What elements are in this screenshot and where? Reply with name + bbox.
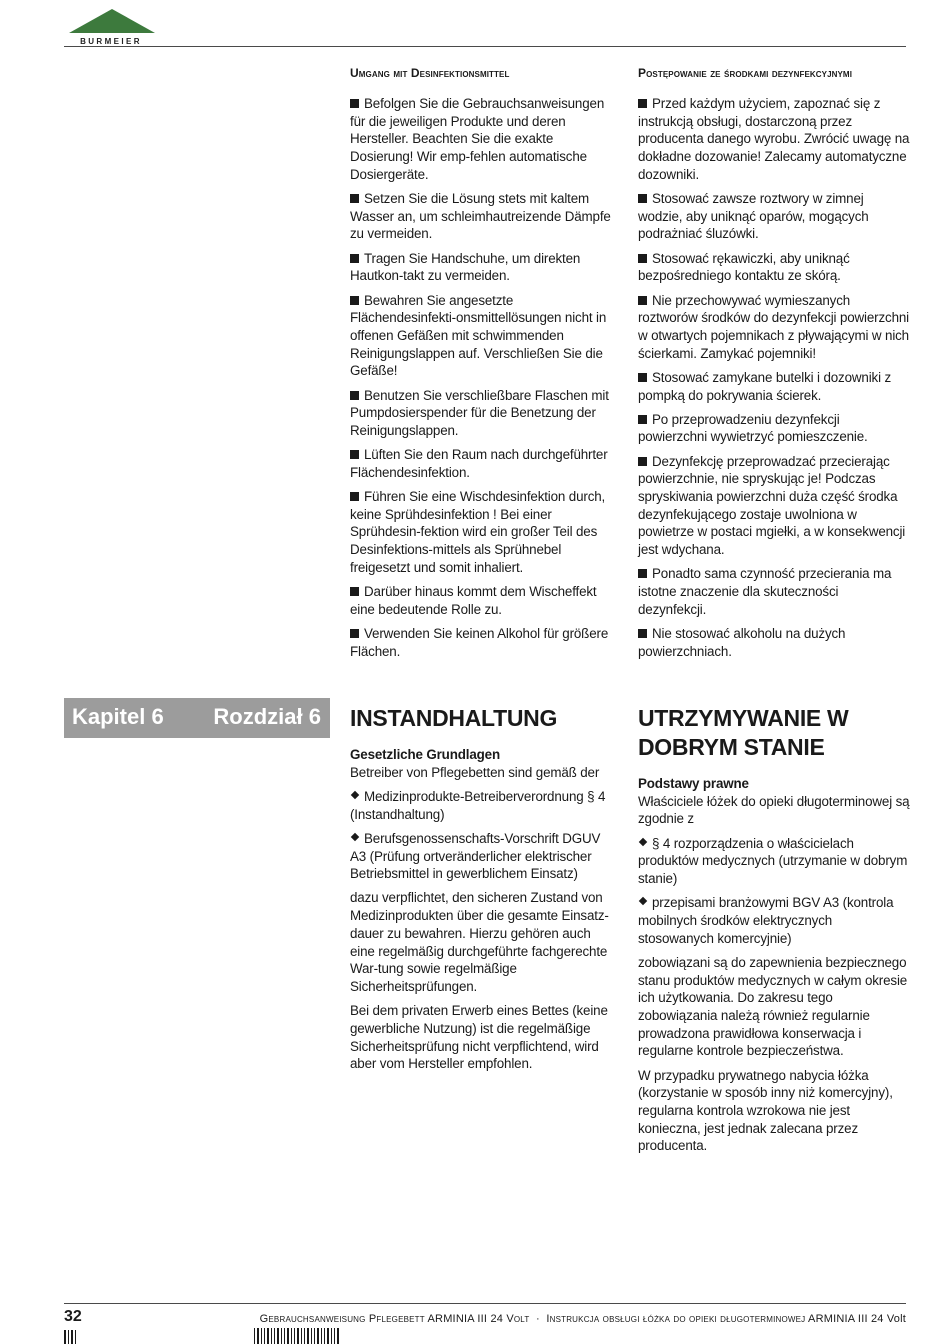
de-maintenance-para2: Bei dem privaten Erwerb eines Bettes (keine gewerbliche Nutzung) ist die regelmäßige Sicherheitsprüfung nicht verpflichtend, wird aber vom Hersteller empfohlen. bbox=[350, 1003, 608, 1072]
pl-maintenance-subtitle: Podstawy prawne bbox=[638, 776, 749, 791]
list-item: Darüber hinaus kommt dem Wischeffekt eine bedeutende Rolle zu. bbox=[350, 584, 597, 617]
de-disinfect-column bbox=[350, 95, 618, 667]
pl-maintenance-para2: W przypadku prywatnego nabycia łóżka (korzystanie w sposób inny niż komercyjny), regularna kontrola wzrokowa nie jest konieczna, jest jednak zalecana przez producenta. bbox=[638, 1067, 893, 1154]
chapter-band bbox=[64, 698, 330, 738]
square-bullet-icon bbox=[638, 629, 647, 638]
list-item: Bewahren Sie angesetzte Flächendesinfekti-onsmittellösungen nicht in offenen Gefäßen mit schwimmenden Reinigungslappen auf. Verschließen Sie die Gefäße! bbox=[350, 292, 607, 379]
pl-disinfect-list bbox=[638, 95, 910, 660]
barcode-icon bbox=[64, 1326, 444, 1344]
burmeier-logo bbox=[66, 7, 158, 49]
square-bullet-icon bbox=[350, 99, 359, 108]
square-bullet-icon bbox=[350, 296, 359, 305]
square-bullet-icon bbox=[350, 254, 359, 263]
de-maintenance-intro: Betreiber von Pflegebetten sind gemäß der bbox=[350, 764, 600, 780]
list-item: Führen Sie eine Wischdesinfektion durch, keine Sprühdesinfektion ! Bei einer Sprühdesin-fektion wird ein großer Teil des Desinfektions-mittels als Sprühnebel freigesetzt und somit inhaliert. bbox=[350, 489, 606, 575]
de-maintenance-subtitle: Gesetzliche Grundlagen bbox=[350, 747, 500, 762]
logo-roof-icon bbox=[66, 7, 158, 37]
square-bullet-icon bbox=[350, 391, 359, 400]
list-item: Tragen Sie Handschuhe, um direkten Hautkon-takt zu vermeiden. bbox=[350, 250, 581, 284]
square-bullet-icon bbox=[638, 296, 647, 305]
list-item: Benutzen Sie verschließbare Flaschen mit Pumpdosierspender für die Benetzung der Reinigungslappen. bbox=[350, 387, 609, 438]
list-item: przepisami branżowymi BGV A3 (kontrola mobilnych środków elektrycznych stosowanych komercyjnie) bbox=[638, 895, 894, 946]
square-bullet-icon bbox=[350, 629, 359, 638]
list-item: Befolgen Sie die Gebrauchsanweisungen für die jeweiligen Produkte und deren Hersteller. Beachten Sie die exakte Dosierung! Wir emp-fehlen automatische Dosiergeräte. bbox=[350, 96, 605, 182]
de-disinfect-heading: Umgang mit Desinfektionsmittel bbox=[350, 66, 510, 80]
square-bullet-icon bbox=[638, 254, 647, 263]
list-item: Berufsgenossenschafts-Vorschrift DGUV A3 (Prüfung ortveränderlicher elektrischer Betriebsmittel in gewerblichem Einsatz) bbox=[350, 830, 601, 882]
pl-maintenance-column bbox=[638, 704, 910, 1162]
square-bullet-icon bbox=[350, 450, 359, 459]
footer-rule bbox=[64, 1303, 906, 1304]
pl-disinfect-column bbox=[638, 95, 910, 667]
square-bullet-icon bbox=[638, 569, 647, 578]
de-maintenance-title: INSTANDHALTUNG bbox=[350, 705, 558, 731]
footer-pl-product: ARMINIA III 24 Volt bbox=[808, 1313, 906, 1325]
square-bullet-icon bbox=[638, 415, 647, 424]
page-number: 32 bbox=[64, 1308, 82, 1325]
pl-maintenance-list bbox=[638, 835, 910, 948]
diamond-bullet-icon bbox=[639, 897, 647, 905]
de-maintenance-list bbox=[350, 788, 618, 883]
footer-de-volt: 24 Volt bbox=[490, 1313, 530, 1325]
footer-de-prefix: Gebrauchsanweisung Pflegebett bbox=[259, 1313, 425, 1325]
pl-maintenance-para1: zobowiązani są do zapewnienia bezpiecznego stanu produktów medycznych w całym okresie ich użytkowania. Do zakresu tego zobowiązania należą również regularnie prowadzona prawidłowa konserwacja i regularne kontrole bezpieczeństwa. bbox=[638, 954, 908, 1059]
diamond-bullet-icon bbox=[351, 791, 359, 799]
logo-text: BURMEIER bbox=[80, 37, 142, 46]
list-item: Dezynfekcję przeprowadzać przecierając powierzchnie, nie spryskując je! Podczas spryskiwania powierzchni duża część środka dezynfekującego zostaje uwolniona w powietrze w postaci mgiełki, a w konsekwencji jest wdychana. bbox=[638, 453, 906, 558]
list-item: Ponadto sama czynność przecierania ma istotne znaczenie dla skuteczności dezynfekcji. bbox=[638, 566, 892, 617]
pl-maintenance-title: UTRZYMYWANIE W DOBRYM STANIE bbox=[638, 705, 849, 760]
square-bullet-icon bbox=[350, 492, 359, 501]
list-item: § 4 rozporządzenia o właścicielach produktów medycznych (utrzymanie w dobrym stanie) bbox=[638, 835, 908, 887]
square-bullet-icon bbox=[638, 99, 647, 108]
de-disinfect-list bbox=[350, 95, 618, 660]
list-item: Stosować zawsze roztwory w zimnej wodzie, aby uniknąć oparów, mogących podrażniać śluzówki. bbox=[638, 191, 869, 242]
header-rule bbox=[64, 46, 906, 47]
footer-separator: · bbox=[535, 1313, 540, 1325]
footer-title bbox=[260, 1313, 906, 1325]
square-bullet-icon bbox=[638, 373, 647, 382]
list-item: Medizinprodukte-Betreiberverordnung § 4 (Instandhaltung) bbox=[350, 788, 606, 822]
chapter-label-pl: Rozdział 6 bbox=[213, 704, 321, 729]
de-maintenance-column bbox=[350, 704, 618, 1079]
square-bullet-icon bbox=[638, 457, 647, 466]
pl-disinfect-heading: Postępowanie ze środkami dezynfekcyjnymi bbox=[638, 66, 853, 80]
diamond-bullet-icon bbox=[639, 837, 647, 845]
list-item: Stosować zamykane butelki i dozowniki z pompką do pokrywania ścierek. bbox=[638, 369, 892, 403]
list-item: Setzen Sie die Lösung stets mit kaltem Wasser an, um schleimhautreizende Dämpfe zu vermeiden. bbox=[350, 191, 611, 242]
square-bullet-icon bbox=[350, 587, 359, 596]
list-item: Lüften Sie den Raum nach durchgeführter Flächendesinfektion. bbox=[350, 447, 608, 480]
list-item: Przed każdym użyciem, zapoznać się z instrukcją obsługi, dostarczoną przez producenta danego wyrobu. Zwrócić uwagę na dokładne dozowanie! Zalecamy automatyczne dozowniki. bbox=[638, 96, 910, 182]
de-maintenance-para1: dazu verpflichtet, den sicheren Zustand von Medizinprodukten über die gesamte Einsatz-dauer zu bewahren. Hierzu gehören auch eine regelmäßig durchgeführte fachgerechte War-tung sowie regelmäßige Sicherheitsprüfungen. bbox=[350, 890, 609, 994]
list-item: Nie stosować alkoholu na dużych powierzchniach. bbox=[638, 625, 846, 659]
square-bullet-icon bbox=[638, 194, 647, 203]
square-bullet-icon bbox=[350, 194, 359, 203]
list-item: Po przeprowadzeniu dezynfekcji powierzchni wywietrzyć pomieszczenie. bbox=[638, 411, 868, 445]
pl-maintenance-intro: Właściciele łóżek do opieki długoterminowej są zgodnie z bbox=[638, 793, 910, 827]
chapter-label-de: Kapitel 6 bbox=[72, 704, 164, 729]
list-item: Nie przechowywać wymieszanych roztworów środków do dezynfekcji powierzchni w otwartych pojemnikach z pływającymi w nich ścierkami. Zamykać pojemniki! bbox=[638, 292, 910, 361]
diamond-bullet-icon bbox=[351, 833, 359, 841]
list-item: Stosować rękawiczki, aby uniknąć bezpośredniego kontaktu ze skórą. bbox=[638, 250, 850, 284]
footer-de-product: ARMINIA III bbox=[427, 1313, 488, 1325]
footer-pl-prefix: Instrukcja obsługi łóżka do opieki długoterminowej bbox=[546, 1313, 806, 1325]
list-item: Verwenden Sie keinen Alkohol für größere Flächen. bbox=[350, 625, 609, 659]
